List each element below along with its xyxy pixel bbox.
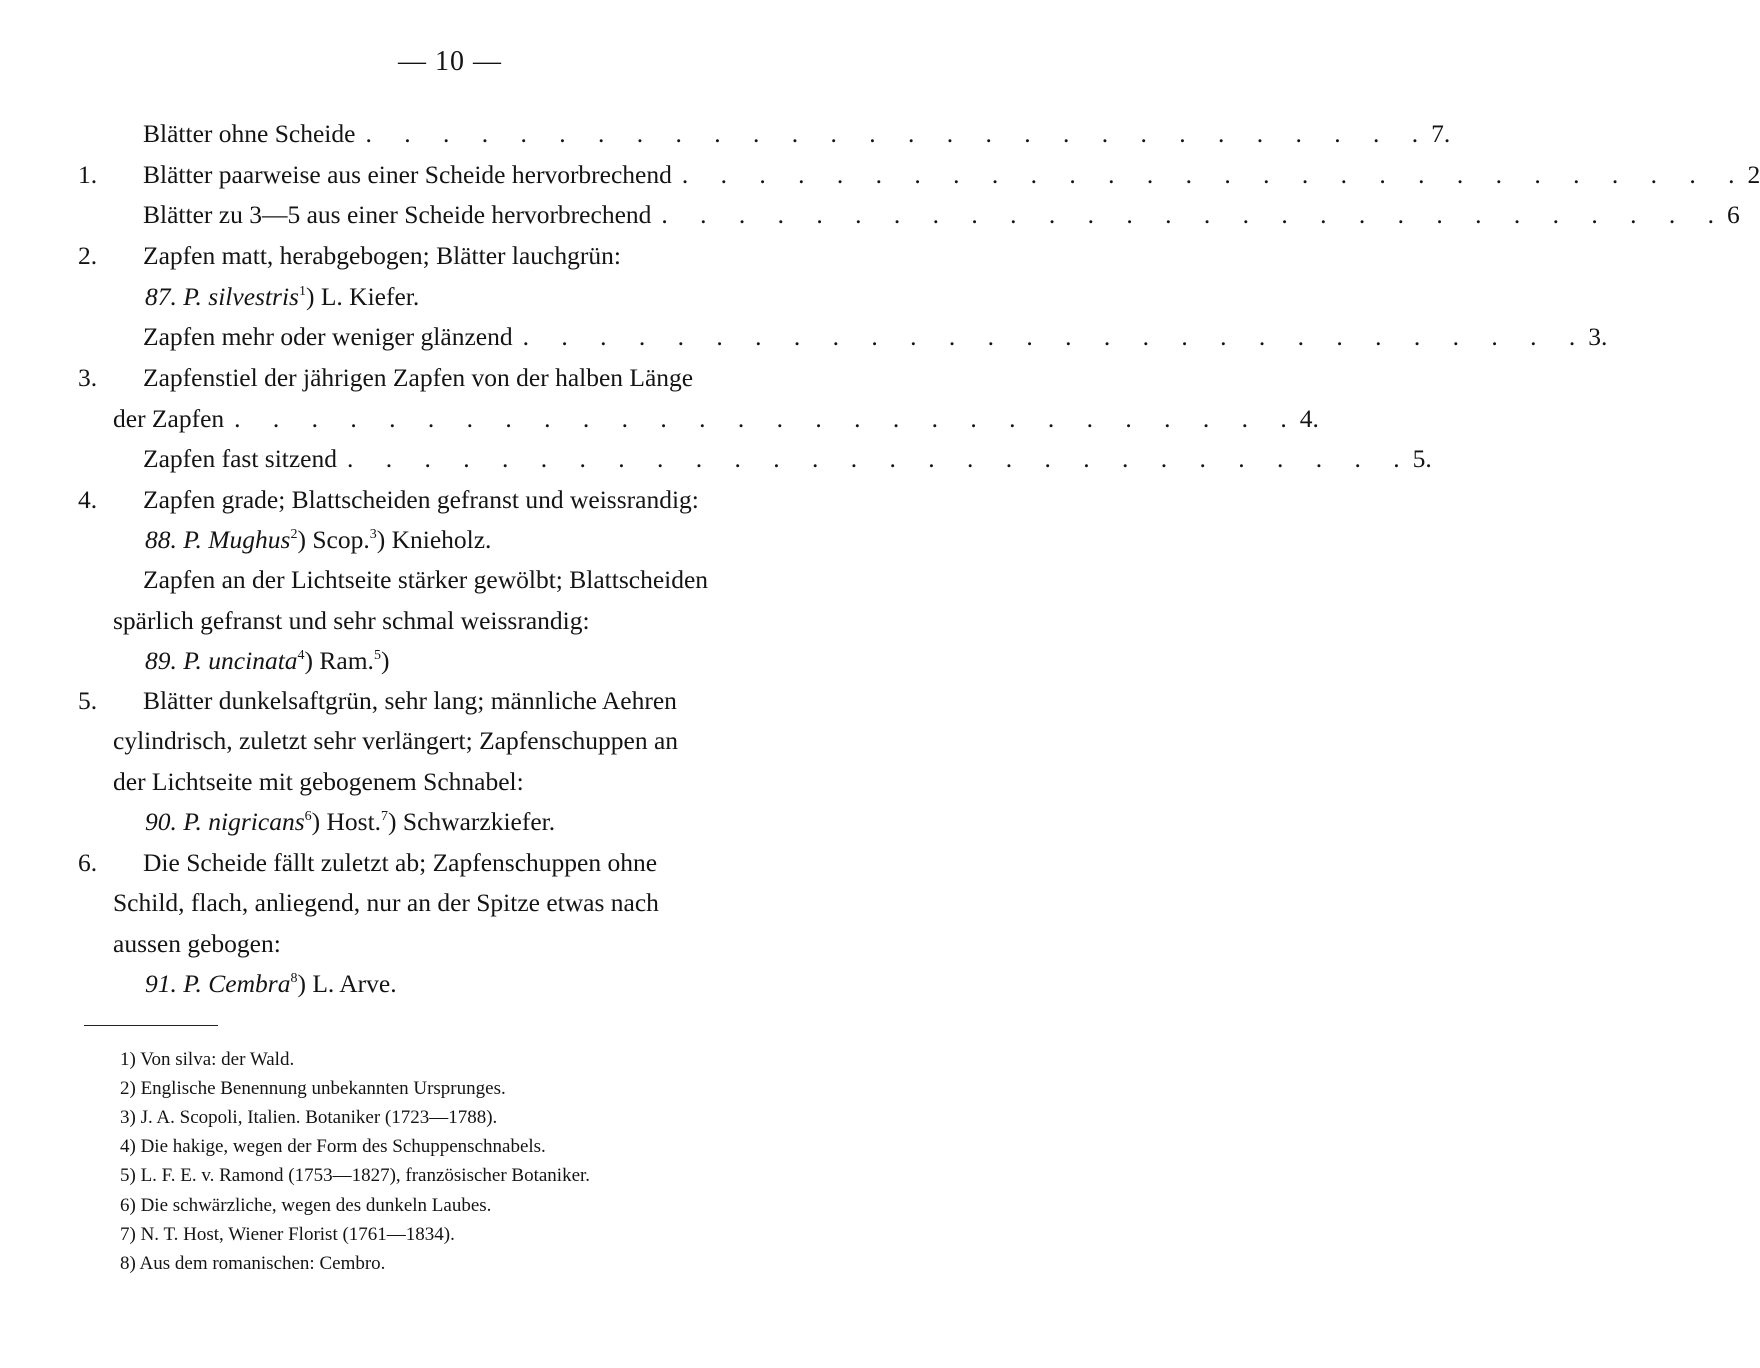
key-text: Blätter zu 3—5 aus einer Scheide hervorbrechend	[143, 200, 652, 229]
key-reference: 6	[1727, 200, 1740, 229]
key-text: spärlich gefranst und sehr schmal weissrandig:	[113, 606, 590, 635]
key-line	[143, 114, 1451, 154]
key-text: Zapfen fast sitzend	[143, 444, 338, 473]
species-name: 91. P. Cembra	[145, 969, 291, 998]
key-text: Zapfen mehr oder weniger glänzend	[143, 322, 513, 351]
couplet-number: 3.	[78, 363, 98, 392]
page-number: — 10 —	[398, 46, 502, 77]
species-common-name: ) Schwarzkiefer.	[388, 807, 556, 836]
key-text: Zapfenstiel der jährigen Zapfen von der halben Länge	[143, 363, 694, 392]
key-text: Schild, flach, anliegend, nur an der Spitze etwas nach	[113, 888, 659, 917]
key-reference: 4.	[1299, 404, 1319, 433]
leader-dots: . . . . . . . . . . . . . . . . . . . . . . . . . . . .	[365, 119, 1432, 148]
species-common-name: ) Knieholz.	[376, 525, 492, 554]
key-reference: 3.	[1588, 322, 1608, 351]
footnote: 2) Englische Benennung unbekannten Ursprunges.	[120, 1078, 506, 1099]
key-text: Zapfen an der Lichtseite stärker gewölbt; Blattscheiden	[143, 565, 709, 594]
key-text: aussen gebogen:	[113, 929, 281, 958]
footnote-mark: 4	[297, 648, 305, 663]
footnote-mark: 6	[304, 809, 312, 824]
key-text: Zapfen matt, herabgebogen; Blätter lauchgrün:	[143, 241, 621, 270]
footnote-mark: 7	[381, 809, 389, 824]
key-line	[143, 317, 1608, 357]
footnote-mark: 1	[298, 284, 306, 299]
footnote-mark: 3	[369, 527, 377, 542]
key-line	[143, 439, 1432, 479]
footnote: 6) Die schwärzliche, wegen des dunkeln Laubes.	[120, 1195, 492, 1216]
key-reference: 2	[1747, 160, 1760, 189]
footnote: 3) J. A. Scopoli, Italien. Botaniker (1723—1788).	[120, 1107, 498, 1128]
footnote-mark: 8	[290, 971, 298, 986]
species-name: 88. P. Mughus	[145, 525, 291, 554]
leader-dots: . . . . . . . . . . . . . . . . . . . . . . . . . . . .	[347, 444, 1413, 473]
species-author: ) L. Kiefer.	[305, 282, 420, 311]
key-line	[143, 195, 1740, 235]
leader-dots: . . . . . . . . . . . . . . . . . . . . . . . . . . . .	[661, 200, 1728, 229]
species-entry	[145, 277, 419, 317]
key-reference: 5.	[1412, 444, 1432, 473]
species-name: 90. P. nigricans	[145, 807, 305, 836]
footnote: 1) Von silva: der Wald.	[120, 1049, 295, 1070]
footnote: 4) Die hakige, wegen der Form des Schuppenschnabels.	[120, 1136, 546, 1157]
species-author: ) Host.	[311, 807, 382, 836]
species-common-name: )	[380, 646, 390, 675]
key-line	[113, 399, 1319, 439]
leader-dots: . . . . . . . . . . . . . . . . . . . . . . . . . . . .	[522, 322, 1589, 351]
species-entry	[145, 802, 555, 842]
couplet-number: 1.	[78, 160, 98, 189]
species-name: 87. P. silvestris	[145, 282, 299, 311]
key-reference: 7.	[1431, 119, 1451, 148]
footnote-mark: 2	[290, 527, 298, 542]
footnote-mark: 5	[373, 648, 381, 663]
species-entry	[145, 964, 397, 1004]
leader-dots: . . . . . . . . . . . . . . . . . . . . . . . . . . . .	[234, 404, 1300, 433]
species-entry	[145, 641, 389, 681]
key-text: Zapfen grade; Blattscheiden gefranst und weissrandig:	[143, 485, 699, 514]
species-common-name: ) L. Arve.	[297, 969, 397, 998]
couplet-number: 6.	[78, 848, 98, 877]
key-text: cylindrisch, zuletzt sehr verlängert; Zapfenschuppen an	[113, 726, 679, 755]
couplet-number: 2.	[78, 241, 98, 270]
key-text: Blätter paarweise aus einer Scheide hervorbrechend	[143, 160, 672, 189]
species-author: ) Ram.	[304, 646, 374, 675]
couplet-number: 4.	[78, 485, 98, 514]
couplet-number: 5.	[78, 686, 98, 715]
footnote: 7) N. T. Host, Wiener Florist (1761—1834).	[120, 1224, 455, 1245]
key-text: Blätter dunkelsaftgrün, sehr lang; männliche Aehren	[143, 686, 677, 715]
footnote-rule	[84, 1025, 218, 1026]
key-text: Die Scheide fällt zuletzt ab; Zapfenschuppen ohne	[143, 848, 658, 877]
footnote: 5) L. F. E. v. Ramond (1753—1827), französischer Botaniker.	[120, 1165, 591, 1186]
key-text: der Lichtseite mit gebogenem Schnabel:	[113, 767, 524, 796]
footnote: 8) Aus dem romanischen: Cembro.	[120, 1253, 386, 1274]
species-entry	[145, 520, 491, 560]
key-line	[143, 155, 1760, 195]
leader-dots: . . . . . . . . . . . . . . . . . . . . . . . . . . . .	[681, 160, 1748, 189]
key-text: Blätter ohne Scheide	[143, 119, 356, 148]
key-text: der Zapfen	[113, 404, 225, 433]
species-author: ) Scop.	[297, 525, 370, 554]
species-name: 89. P. uncinata	[145, 646, 298, 675]
